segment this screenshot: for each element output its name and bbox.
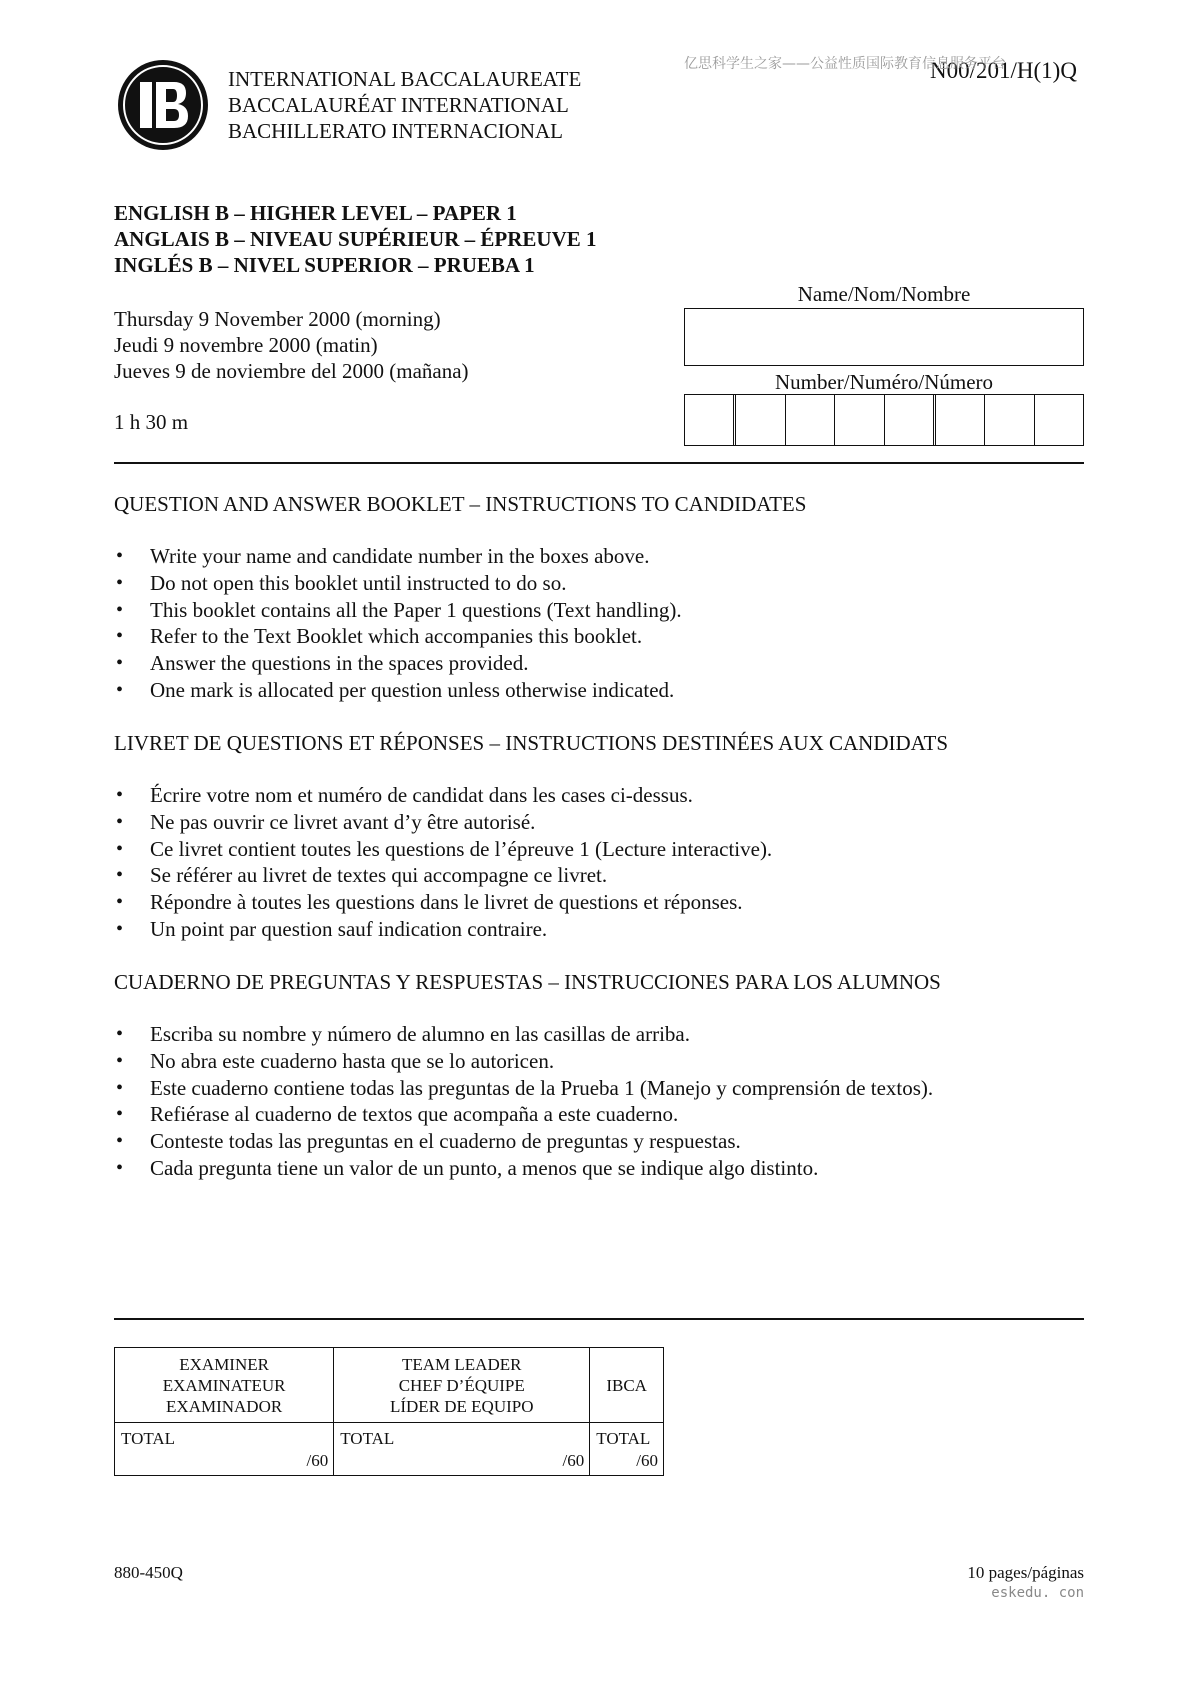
header-line: IBCA bbox=[606, 1375, 647, 1395]
list-item: • Do not open this booklet until instructed to do so. bbox=[114, 570, 682, 597]
table-row bbox=[115, 1423, 664, 1476]
org-name-es: BACHILLERATO INTERNACIONAL bbox=[228, 119, 564, 143]
list-item: • Answer the questions in the spaces provided. bbox=[114, 650, 682, 677]
date-es: Jueves 9 de noviembre del 2000 (mañana) bbox=[114, 359, 469, 383]
list-item: • Este cuaderno contiene todas las preguntas de la Prueba 1 (Manejo y comprensión de textos). bbox=[114, 1075, 933, 1102]
list-item: • Écrire votre nom et numéro de candidat dans les cases ci-dessus. bbox=[114, 782, 772, 809]
list-item: • No abra este cuaderno hasta que se lo autoricen. bbox=[114, 1048, 933, 1075]
instructions-heading-en: QUESTION AND ANSWER BOOKLET – INSTRUCTIONS TO CANDIDATES bbox=[114, 492, 807, 516]
list-item: • Ce livret contient toutes les questions de l’épreuve 1 (Lecture interactive). bbox=[114, 836, 772, 863]
instructions-list-es bbox=[114, 1021, 933, 1182]
header-line: LÍDER DE EQUIPO bbox=[389, 1396, 534, 1416]
instructions-list-fr bbox=[114, 782, 772, 943]
header-line: EXAMINER bbox=[179, 1354, 269, 1374]
ib-logo-icon bbox=[116, 58, 210, 152]
number-digit-box[interactable] bbox=[985, 395, 1034, 445]
list-item: • Cada pregunta tiene un valor de un punto, a menos que se indique algo distinto. bbox=[114, 1155, 933, 1182]
title-fr: ANGLAIS B – NIVEAU SUPÉRIEUR – ÉPREUVE 1 bbox=[114, 227, 597, 251]
list-item: • One mark is allocated per question unless otherwise indicated. bbox=[114, 677, 682, 704]
examiner-total-cell[interactable] bbox=[115, 1423, 334, 1476]
exam-dates bbox=[114, 306, 469, 384]
header-line: TEAM LEADER bbox=[402, 1354, 522, 1374]
org-name-fr: BACCALAURÉAT INTERNATIONAL bbox=[228, 93, 569, 117]
bottom-watermark: eskedu. con bbox=[991, 1585, 1084, 1601]
number-digit-box[interactable] bbox=[885, 395, 936, 445]
header-line: CHEF D’ÉQUIPE bbox=[398, 1375, 525, 1395]
paper-code: N00/201/H(1)Q bbox=[930, 58, 1077, 83]
number-digit-box[interactable] bbox=[1035, 395, 1083, 445]
organization-names bbox=[228, 66, 581, 144]
divider bbox=[114, 462, 1084, 464]
header-line: EXAMINATEUR bbox=[162, 1375, 286, 1395]
instructions-list-en bbox=[114, 543, 682, 704]
total-max: /60 bbox=[562, 1451, 585, 1470]
list-item: • This booklet contains all the Paper 1 questions (Text handling). bbox=[114, 597, 682, 624]
total-max: /60 bbox=[306, 1451, 329, 1470]
team-leader-total-cell[interactable] bbox=[334, 1423, 590, 1476]
total-max: /60 bbox=[636, 1451, 658, 1470]
team-leader-header bbox=[334, 1348, 590, 1423]
examiner-header bbox=[115, 1348, 334, 1423]
date-en: Thursday 9 November 2000 (morning) bbox=[114, 307, 441, 331]
list-item: • Refer to the Text Booklet which accompanies this booklet. bbox=[114, 623, 682, 650]
list-item: • Escriba su nombre y número de alumno en las casillas de arriba. bbox=[114, 1021, 933, 1048]
number-label: Number/Numéro/Número bbox=[774, 370, 994, 394]
list-item: • Répondre à toutes les questions dans le livret de questions et réponses. bbox=[114, 889, 772, 916]
list-item: • Se référer au livret de textes qui accompagne ce livret. bbox=[114, 862, 772, 889]
name-label: Name/Nom/Nombre bbox=[797, 282, 971, 306]
total-label: TOTAL bbox=[121, 1429, 176, 1448]
number-digit-box[interactable] bbox=[736, 395, 785, 445]
footer-code: 880-450Q bbox=[114, 1563, 183, 1582]
date-fr: Jeudi 9 novembre 2000 (matin) bbox=[114, 333, 378, 357]
exam-titles bbox=[114, 200, 597, 278]
number-digit-box[interactable] bbox=[685, 395, 736, 445]
ibca-header bbox=[590, 1348, 664, 1423]
number-digit-box[interactable] bbox=[835, 395, 884, 445]
number-digit-box[interactable] bbox=[786, 395, 835, 445]
instructions-heading-es: CUADERNO DE PREGUNTAS Y RESPUESTAS – INSTRUCCIONES PARA LOS ALUMNOS bbox=[114, 970, 941, 994]
name-field[interactable] bbox=[684, 308, 1084, 366]
list-item: • Ne pas ouvrir ce livret avant d’y être autorisé. bbox=[114, 809, 772, 836]
top-watermark: 亿思科学生之家——公益性质国际教育信息服务平台 bbox=[684, 56, 1006, 72]
marks-table bbox=[114, 1347, 664, 1476]
list-item: • Conteste todas las preguntas en el cuaderno de preguntas y respuestas. bbox=[114, 1128, 933, 1155]
number-digit-box[interactable] bbox=[936, 395, 985, 445]
total-label: TOTAL bbox=[596, 1429, 651, 1448]
header-line: EXAMINADOR bbox=[166, 1396, 283, 1416]
title-es: INGLÉS B – NIVEL SUPERIOR – PRUEBA 1 bbox=[114, 253, 535, 277]
org-name-en: INTERNATIONAL BACCALAUREATE bbox=[228, 67, 582, 91]
list-item: • Refiérase al cuaderno de textos que acompaña a este cuaderno. bbox=[114, 1101, 933, 1128]
exam-duration: 1 h 30 m bbox=[114, 410, 189, 434]
footer-pages: 10 pages/páginas bbox=[967, 1563, 1084, 1582]
candidate-number-field[interactable] bbox=[684, 394, 1084, 446]
ibca-total-cell[interactable] bbox=[590, 1423, 664, 1476]
title-en: ENGLISH B – HIGHER LEVEL – PAPER 1 bbox=[114, 201, 517, 225]
table-row bbox=[115, 1348, 664, 1423]
instructions-heading-fr: LIVRET DE QUESTIONS ET RÉPONSES – INSTRUCTIONS DESTINÉES AUX CANDIDATS bbox=[114, 731, 949, 755]
list-item: • Write your name and candidate number in the boxes above. bbox=[114, 543, 682, 570]
total-label: TOTAL bbox=[340, 1429, 395, 1448]
list-item: • Un point par question sauf indication contraire. bbox=[114, 916, 772, 943]
divider bbox=[114, 1318, 1084, 1320]
